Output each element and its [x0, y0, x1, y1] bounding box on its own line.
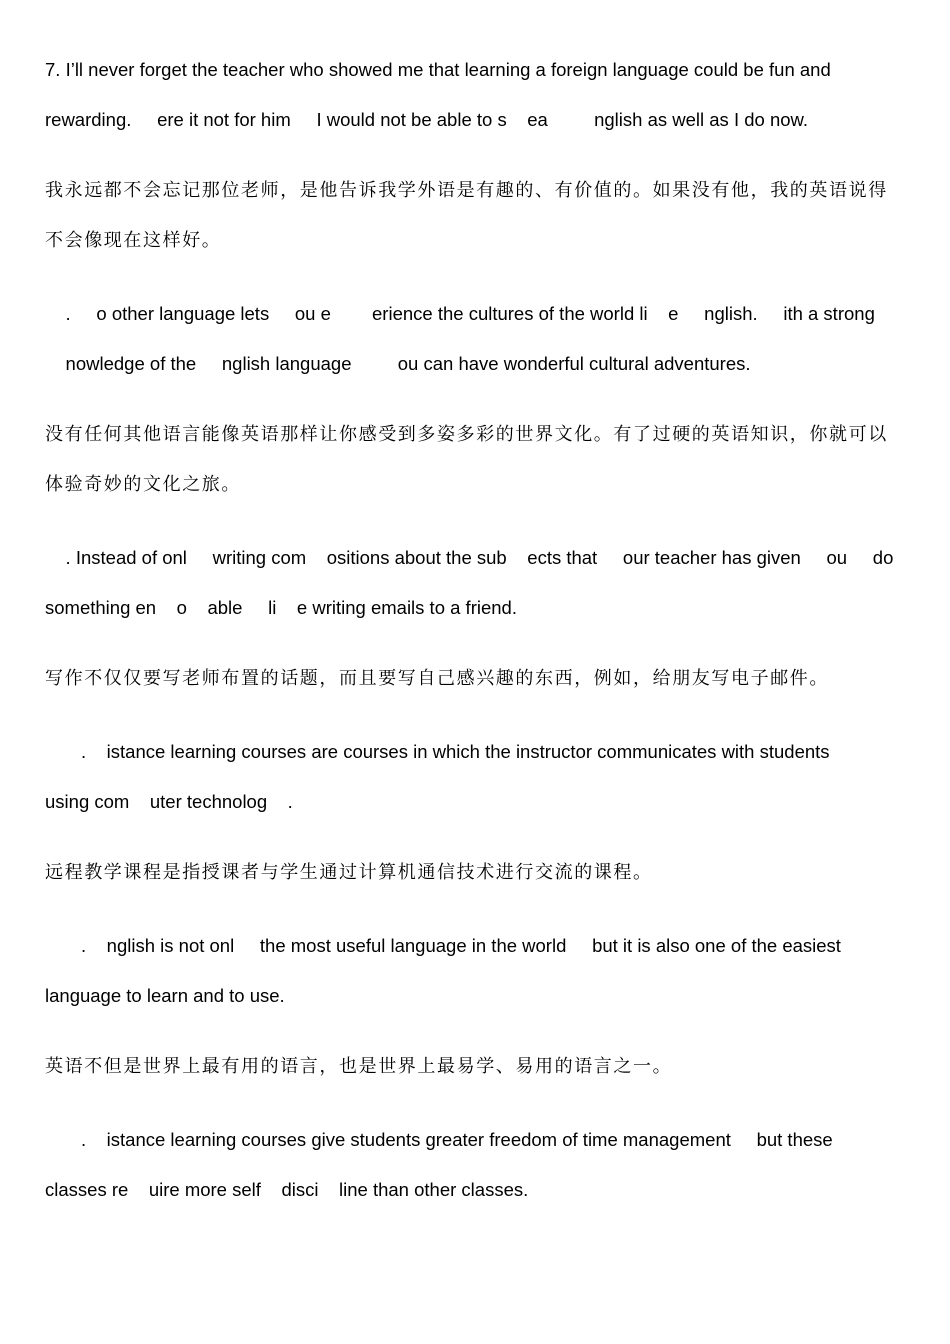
english-line: . Instead of onl writing com ositions about the sub ects that our teacher has given ou do [45, 547, 894, 568]
chinese-line: 英语不但是世界上最有用的语言，也是世界上最易学、易用的语言之一。 [45, 1056, 673, 1077]
english-line: . o other language lets ou e erience the cultures of the world li e nglish. ith a strong [45, 303, 875, 324]
chinese-line: 我永远都不会忘记那位老师，是他告诉我学外语是有趣的、有价值的。如果没有他，我的英语说得 [45, 180, 888, 201]
english-line: classes re uire more self disci line than other classes. [45, 1179, 529, 1200]
english-line: . istance learning courses give students greater freedom of time management but these [45, 1129, 833, 1150]
chinese-line: 没有任何其他语言能像英语那样让你感受到多姿多彩的世界文化。有了过硬的英语知识，你就可以 [45, 424, 888, 445]
chinese-line: 写作不仅仅要写老师布置的话题，而且要写自己感兴趣的东西，例如，给朋友写电子邮件。 [45, 668, 829, 689]
english-line: nowledge of the nglish language ou can have wonderful cultural adventures. [45, 353, 751, 374]
english-line: something en o able li e writing emails to a friend. [45, 597, 517, 618]
english-line: rewarding. ere it not for him I would not be able to s ea nglish as well as I do now. [45, 109, 808, 130]
chinese-line: 不会像现在这样好。 [45, 230, 222, 251]
english-line: . istance learning courses are courses in which the instructor communicates with students [45, 741, 830, 762]
chinese-line: 体验奇妙的文化之旅。 [45, 474, 241, 495]
english-line: . nglish is not onl the most useful language in the world but it is also one of the easiest [45, 935, 841, 956]
english-line: language to learn and to use. [45, 985, 285, 1006]
english-line: 7. I’ll never forget the teacher who showed me that learning a foreign language could be fun and [45, 59, 831, 80]
english-line: using com uter technolog . [45, 791, 293, 812]
chinese-line: 远程教学课程是指授课者与学生通过计算机通信技术进行交流的课程。 [45, 862, 653, 883]
